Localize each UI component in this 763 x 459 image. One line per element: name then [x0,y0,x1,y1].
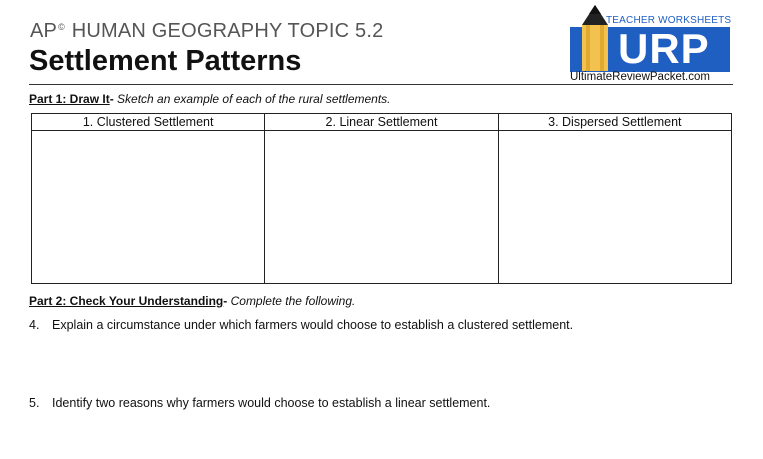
sketch-area-dispersed[interactable] [498,131,731,284]
sketch-area-clustered[interactable] [32,131,265,284]
question-5 [29,396,490,410]
logo-tagline: TEACHER WORKSHEETS [606,15,732,26]
page-title: Settlement Patterns [29,45,302,77]
part1-instruction: Sketch an example of each of the rural settlements. [113,92,391,106]
question-number: 4. [29,318,40,332]
part2-label: Part 2: Check Your Understanding [29,294,224,308]
column-header-linear: 2. Linear Settlement [265,114,498,131]
question-text: Identify two reasons why farmers would choose to establish a linear settlement. [52,396,491,410]
course-subtitle: AP© HUMAN GEOGRAPHY TOPIC 5.2 [30,20,384,42]
sketch-area-linear[interactable] [265,131,498,284]
part1-heading: Part 1: Draw It- Sketch an example of each of the rural settlements. [29,92,391,106]
question-4 [29,318,573,332]
column-header-clustered: 1. Clustered Settlement [32,114,265,131]
logo-brand: URP [618,25,710,72]
part1-label: Part 1: Draw It [29,92,110,106]
sketch-table [31,113,732,284]
logo-url: UltimateReviewPacket.com [570,71,710,83]
question-text: Explain a circumstance under which farmers would choose to establish a clustered settlement. [52,318,574,332]
part2-heading: Part 2: Check Your Understanding- Complete the following. [29,294,356,308]
urp-logo [566,5,736,83]
question-number: 5. [29,396,40,410]
column-header-dispersed: 3. Dispersed Settlement [498,114,731,131]
header-divider [29,84,733,85]
part2-instruction: Complete the following. [227,294,356,308]
